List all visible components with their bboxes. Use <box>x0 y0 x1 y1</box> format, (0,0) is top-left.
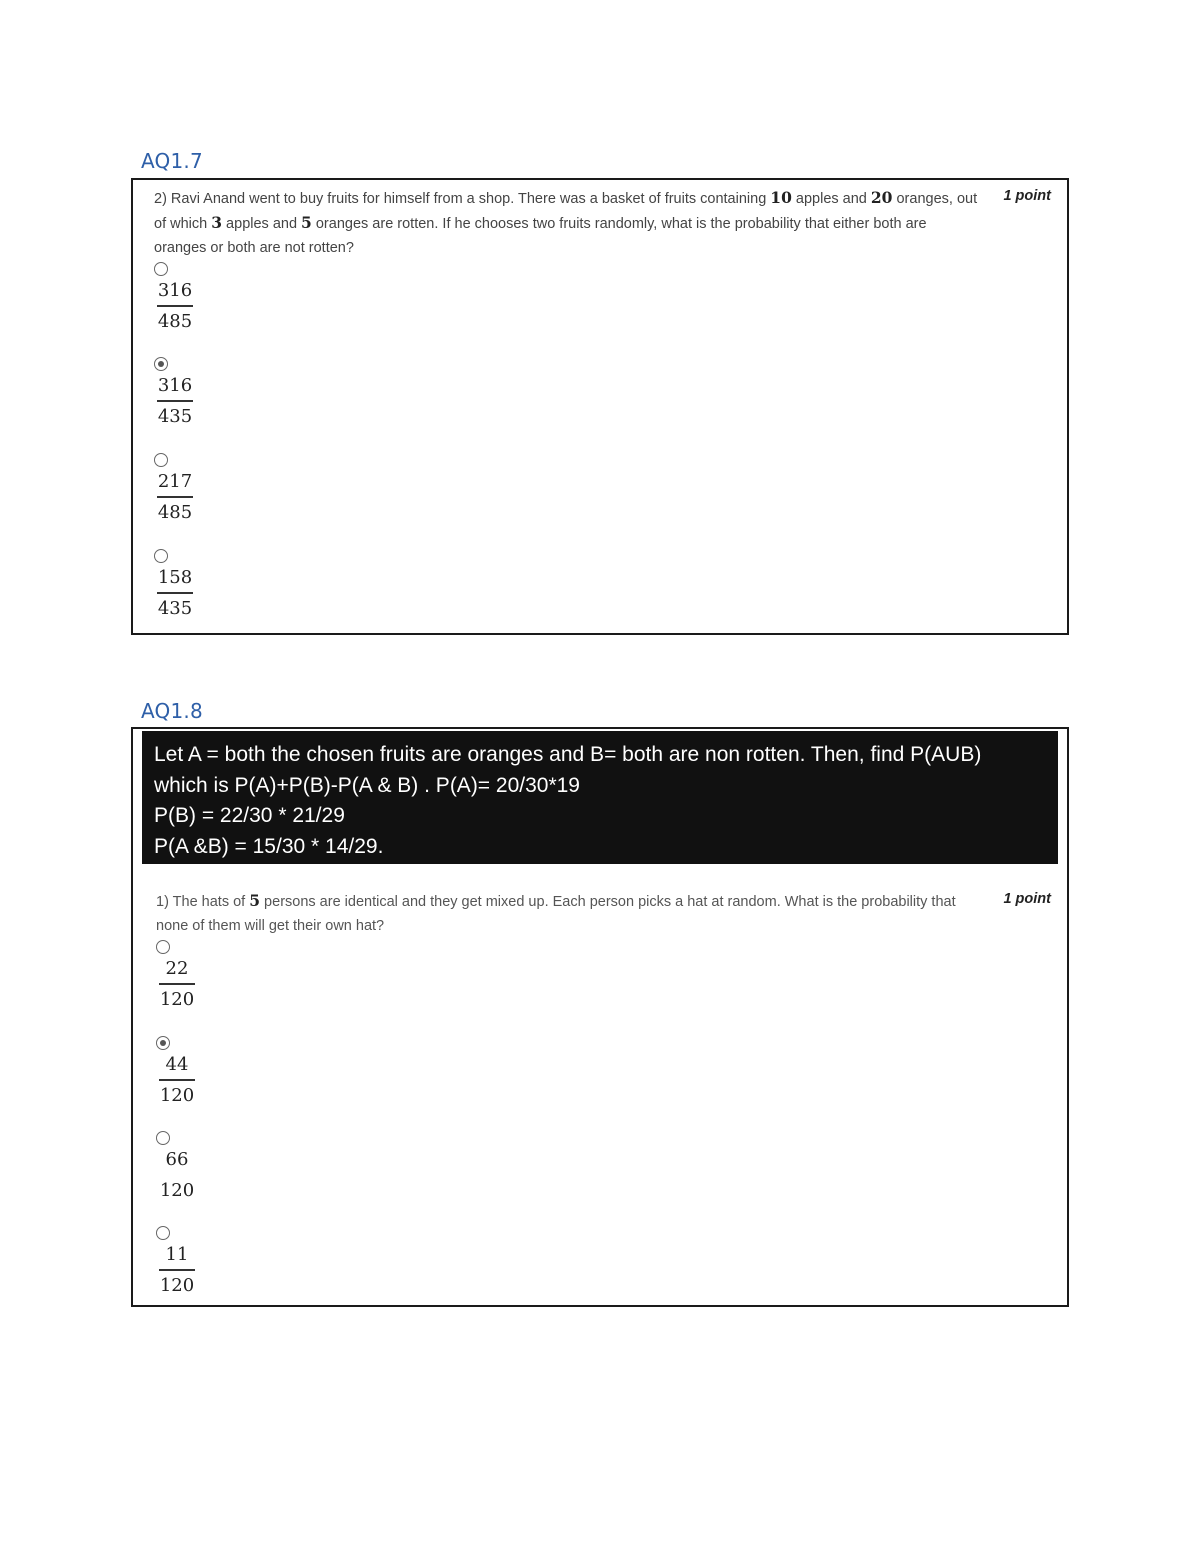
fraction <box>156 375 194 428</box>
section-heading-aq1-8: AQ1.8 <box>141 699 203 723</box>
radio-button[interactable] <box>156 1131 170 1145</box>
fraction-numerator: 66 <box>165 1149 189 1170</box>
radio-button-selected[interactable] <box>154 357 168 371</box>
answer-option[interactable] <box>154 453 214 533</box>
radio-button[interactable] <box>154 549 168 563</box>
answer-option[interactable] <box>154 262 214 342</box>
fraction-numerator: 316 <box>157 280 193 301</box>
points-label: 1 point <box>1003 188 1051 204</box>
fraction <box>156 567 194 620</box>
answer-option[interactable] <box>154 549 214 629</box>
fraction-numerator: 22 <box>165 958 189 979</box>
answer-option[interactable] <box>156 940 216 1020</box>
fraction-denominator: 120 <box>159 1274 195 1296</box>
radio-button[interactable] <box>156 940 170 954</box>
answer-option[interactable] <box>154 357 214 437</box>
radio-button[interactable] <box>154 262 168 276</box>
explanation-line: which is P(A)+P(B)-P(A & B) . P(A)= 20/30*19 <box>154 773 580 797</box>
fraction-denominator: 435 <box>157 597 193 619</box>
fraction-numerator: 217 <box>157 471 193 492</box>
question-card-1 <box>131 178 1069 635</box>
fraction-denominator: 485 <box>157 310 193 332</box>
section-heading-aq1-7: AQ1.7 <box>141 149 203 173</box>
answer-option[interactable] <box>156 1036 216 1116</box>
fraction <box>156 280 194 333</box>
fraction-numerator: 158 <box>157 567 193 588</box>
fraction-denominator: 120 <box>159 1179 195 1201</box>
fraction <box>158 1244 196 1297</box>
explanation-line: Let A = both the chosen fruits are oranges and B= both are non rotten. Then, find P(AUB) <box>154 743 982 766</box>
fraction-numerator: 11 <box>165 1244 189 1265</box>
question-text: 2) Ravi Anand went to buy fruits for himself from a shop. There was a basket of fruits containing 10 apples and 20 oranges, out of which 3 apples and 5 oranges are rotten. If he chooses two fruits randomly, what is the probability that either both are oranges or both are not rotten? <box>154 188 978 256</box>
fraction-numerator: 44 <box>165 1054 189 1075</box>
fraction <box>158 1054 196 1107</box>
answer-option[interactable] <box>156 1226 216 1306</box>
fraction <box>158 1149 196 1202</box>
radio-button[interactable] <box>154 453 168 467</box>
fraction <box>158 958 196 1011</box>
question-card-2 <box>131 727 1069 1307</box>
explanation-line: P(B) = 22/30 * 21/29 <box>154 804 345 827</box>
answer-option[interactable] <box>156 1131 216 1211</box>
explanation-panel <box>142 731 1058 864</box>
fraction-denominator: 120 <box>159 1084 195 1106</box>
fraction-denominator: 435 <box>157 405 193 427</box>
radio-button[interactable] <box>156 1226 170 1240</box>
fraction-denominator: 120 <box>159 988 195 1010</box>
explanation-line: P(A &B) = 15/30 * 14/29. <box>154 834 384 858</box>
radio-button-selected[interactable] <box>156 1036 170 1050</box>
fraction-numerator: 316 <box>157 375 193 396</box>
question-text: 1) The hats of 5 persons are identical and they get mixed up. Each person picks a hat at random. What is the probability that none of them will get their own hat? <box>156 891 956 934</box>
fraction <box>156 471 194 524</box>
fraction-denominator: 485 <box>157 501 193 523</box>
points-label: 1 point <box>1003 891 1051 907</box>
